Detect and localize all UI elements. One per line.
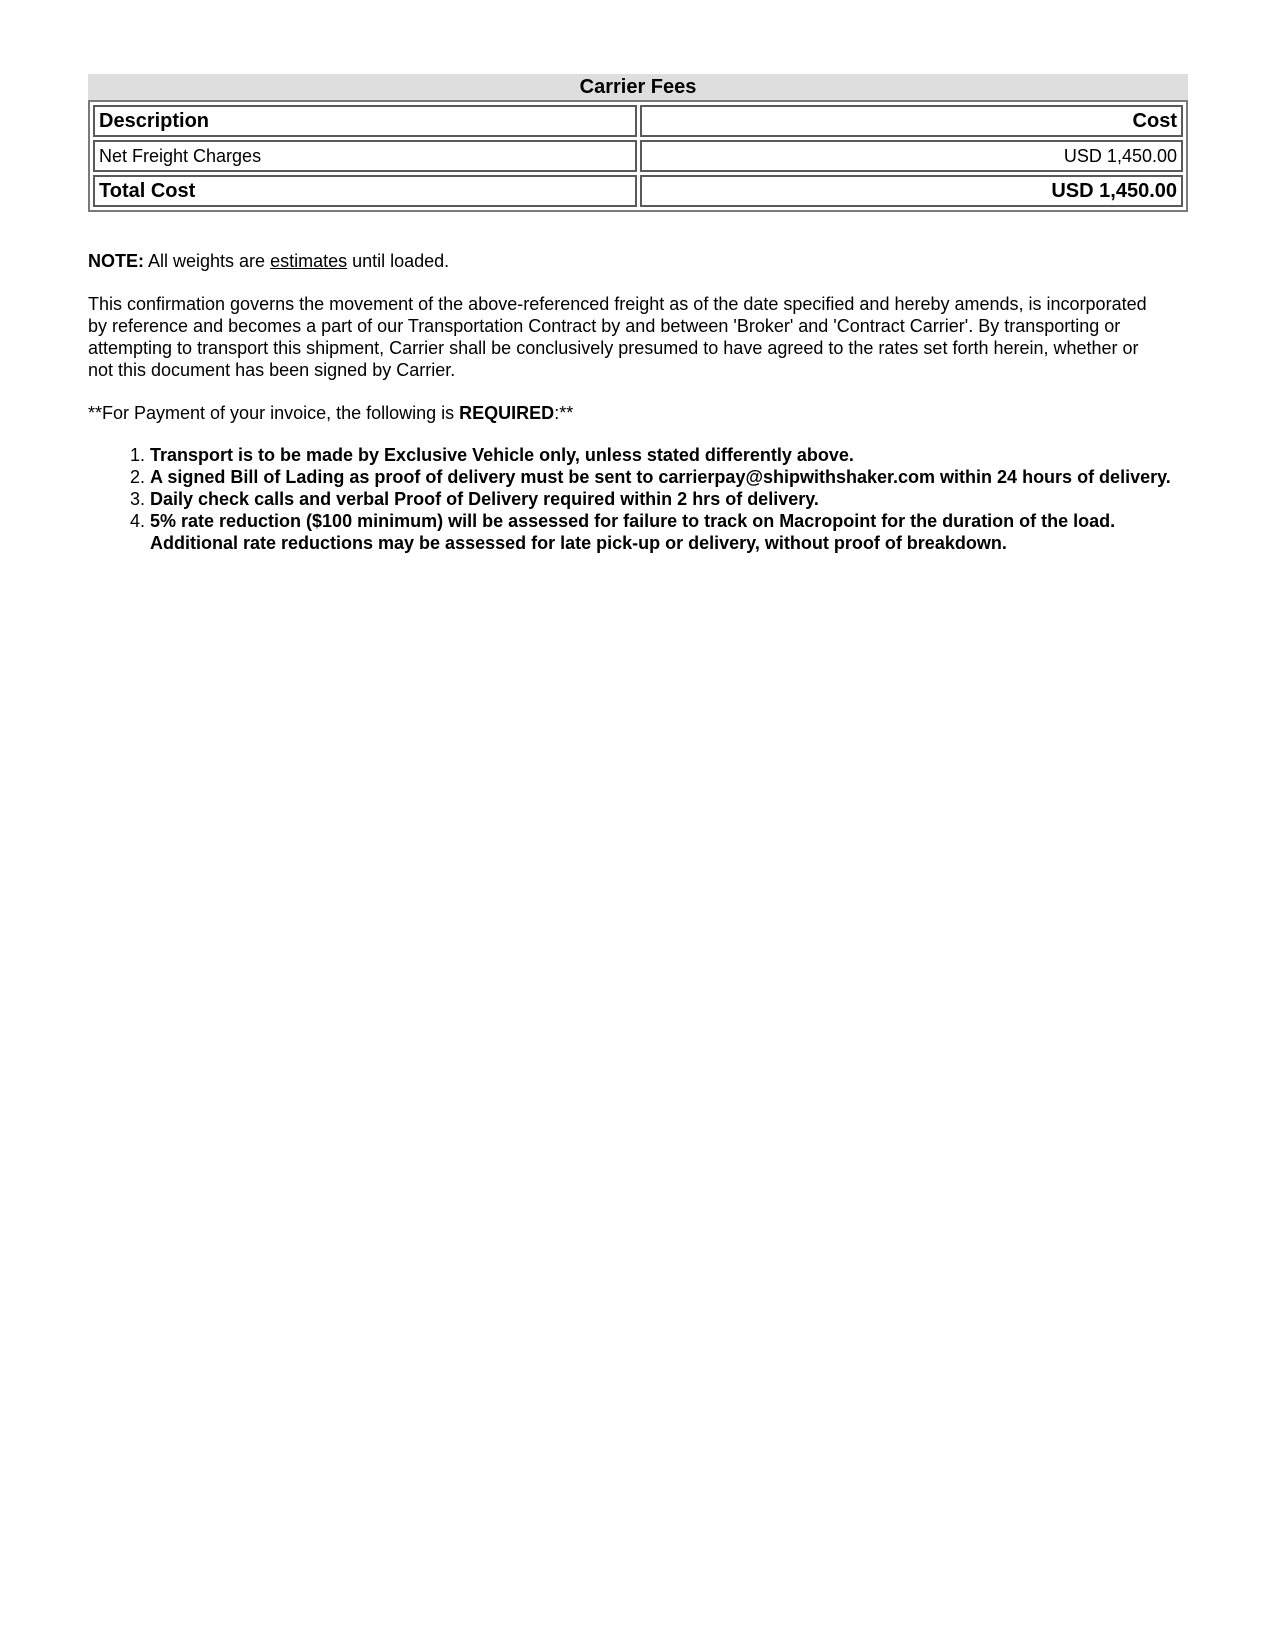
column-header-cost: Cost: [640, 105, 1184, 137]
confirmation-paragraph: This confirmation governs the movement of the above-referenced freight as of the date specified and hereby amends, is incorporated by reference and becomes a part of our Transportation Contract by and between 'Broker' and 'Contract Carrier'. By transporting or attempting to transport this shipment, Carrier shall be conclusively presumed to have agreed to the rates set forth herein, whether or not this document has been signed by Carrier.: [88, 294, 1147, 380]
note-text-after: until loaded.: [347, 251, 450, 271]
total-label: Total Cost: [93, 175, 637, 207]
intro-required-word: REQUIRED: [459, 403, 555, 423]
list-item: 1. Transport is to be made by Exclusive Vehicle only, unless stated differently above.: [150, 444, 1188, 466]
list-item: 2. A signed Bill of Lading as proof of delivery must be sent to carrierpay@shipwithshaker.com within 24 hours of delivery.: [150, 466, 1188, 488]
fee-cost: USD 1,450.00: [640, 140, 1184, 172]
note-text-before: All weights are: [144, 251, 271, 271]
note-underlined-word: estimates: [270, 251, 348, 271]
fee-description: Net Freight Charges: [93, 140, 637, 172]
list-item: 4. 5% rate reduction ($100 minimum) will be assessed for failure to track on Macropoint for the duration of the load. Additional rate reductions may be assessed for late pick-up or delivery, without proof of breakdown.: [150, 510, 1188, 554]
total-row: [93, 175, 1183, 207]
list-item: 3. Daily check calls and verbal Proof of Delivery required within 2 hrs of delivery.: [150, 488, 1188, 510]
payment-requirements-list: [88, 444, 1188, 554]
note-label: NOTE:: [88, 251, 144, 271]
carrier-fees-title: Carrier Fees: [88, 74, 1188, 100]
table-row: [93, 140, 1183, 172]
total-value: USD 1,450.00: [640, 175, 1184, 207]
weights-note: [88, 250, 1188, 272]
intro-text-after: :**: [554, 403, 574, 423]
table-header-row: [93, 105, 1183, 137]
carrier-fees-table: [88, 100, 1188, 212]
intro-text-before: **For Payment of your invoice, the following is: [88, 403, 460, 423]
document-page: [88, 74, 1188, 554]
column-header-description: Description: [93, 105, 637, 137]
payment-requirements-intro: [88, 402, 1188, 424]
